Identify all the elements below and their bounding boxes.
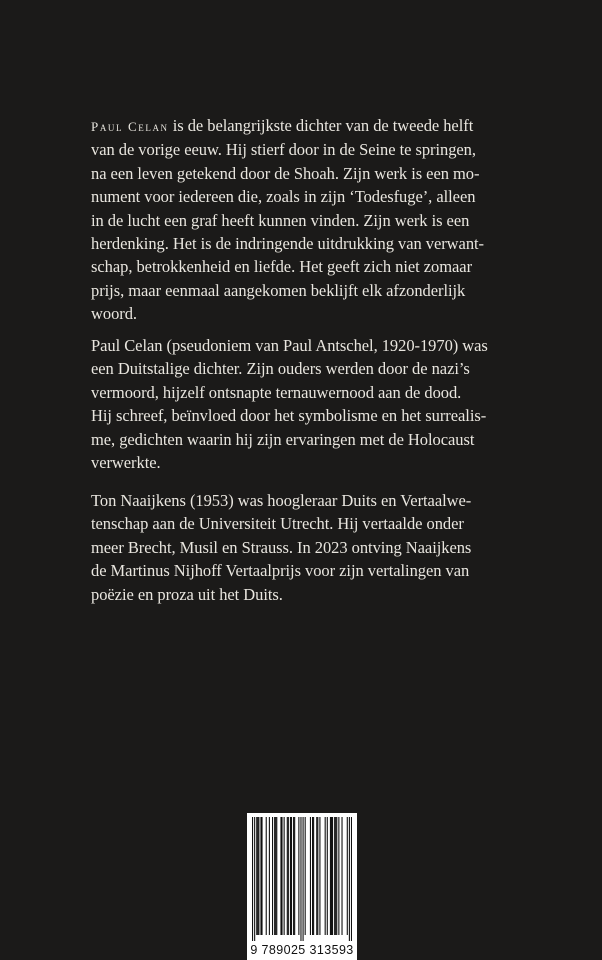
barcode-bar (256, 817, 257, 935)
bio-line: me, gedichten waarin hij zijn ervaringen met de Holocaust (91, 429, 475, 449)
author-name-smallcaps: Paul Celan (91, 119, 169, 134)
isbn-barcode (247, 813, 357, 960)
barcode-bar (288, 817, 289, 935)
blurb-line: woord. (91, 304, 137, 324)
bio-line: verwerkte. (91, 453, 161, 473)
barcode-bars (252, 817, 352, 941)
barcode-guard-bar (349, 817, 350, 941)
blurb-line: schap, betrokkenheid en liefde. Het geeft zich niet zomaar (91, 257, 473, 277)
barcode-bar (258, 817, 259, 935)
barcode-bar (260, 817, 261, 935)
translator-line: Ton Naaijkens (1953) was hoogleraar Duits en Vertaalwe- (91, 491, 472, 510)
isbn-number: 9 789025 313593 (250, 943, 354, 957)
barcode-bar (261, 817, 262, 935)
barcode-bar (269, 817, 270, 935)
barcode-bar (291, 817, 292, 935)
barcode-bar (274, 817, 275, 935)
barcode-guard-bar (254, 817, 255, 941)
translator-line: meer Brecht, Musil en Strauss. In 2023 ontving Naaijkens (91, 537, 472, 557)
barcode-bar (284, 817, 285, 935)
barcode-bar (331, 817, 332, 935)
blurb-line: in de lucht een graf heeft kunnen vinden. Zijn werk is een (91, 210, 470, 230)
barcode-bar (275, 817, 276, 935)
barcode-bar (335, 817, 336, 935)
translator-line: tenschap aan de Universiteit Utrecht. Hij vertaalde onder (91, 514, 464, 534)
blurb-line: prijs, maar eenmaal aangekomen beklijft elk afzonderlijk (91, 280, 466, 300)
bio-line: een Duitstalige dichter. Zijn ouders werden door de nazi’s (91, 359, 470, 379)
barcode-bar (332, 817, 333, 935)
barcode-bar (294, 817, 295, 935)
barcode-bar (316, 817, 317, 935)
blurb-line: Paul Celan is de belangrijkste dichter van de tweede helft (91, 116, 474, 135)
barcode-guard-bar (351, 817, 352, 941)
barcode-bar (317, 817, 318, 935)
bio-line: Hij schreef, beïnvloed door het symbolisme en het surrealis- (91, 406, 487, 426)
barcode-bar (334, 817, 335, 935)
bio-line: Paul Celan (pseudoniem van Paul Antschel, 1920-1970) was (91, 336, 488, 355)
barcode-bar (281, 817, 282, 935)
blurb-line: na een leven getekend door de Shoah. Zijn werk is een mo- (91, 163, 480, 183)
barcode-bar (341, 817, 342, 935)
barcode-bar (347, 817, 348, 935)
blurb-paragraph-1 (91, 114, 521, 326)
barcode-bar (312, 817, 313, 935)
barcode-bar (257, 817, 258, 935)
barcode-bar (298, 817, 299, 935)
blurb-line: van de vorige eeuw. Hij stierf door in de Seine te springen, (91, 140, 476, 160)
bio-line: vermoord, hijzelf ontsnapte ternauwernood aan de dood. (91, 382, 462, 402)
barcode-bar (305, 817, 306, 935)
barcode-bar (266, 817, 267, 935)
barcode-bar (330, 817, 331, 935)
blurb-line: nument voor iedereen die, zoals in zijn ‘Todesfuge’, alleen (91, 187, 476, 207)
barcode-bar (338, 817, 339, 935)
barcode-bar (293, 817, 294, 935)
blurb-line: herdenking. Het is de indringende uitdrukking van verwant- (91, 234, 484, 254)
barcode-bar (290, 817, 291, 935)
barcode-guard-bar (300, 817, 301, 941)
author-bio-paragraph (91, 334, 521, 474)
barcode-bar (327, 817, 328, 935)
barcode-bar (313, 817, 314, 935)
barcode-bar (276, 817, 277, 935)
barcode-bar (336, 817, 337, 935)
barcode-bar (319, 817, 320, 935)
barcode-guard-bar (303, 817, 304, 941)
barcode-bar (272, 817, 273, 935)
translator-line: de Martinus Nijhoff Vertaalprijs voor zijn vertalingen van (91, 561, 470, 581)
barcode-bar (325, 817, 326, 935)
barcode-bar (280, 817, 281, 935)
translator-line: poëzie en proza uit het Duits. (91, 584, 283, 604)
barcode-guard-bar (252, 817, 253, 941)
translator-bio-paragraph (91, 489, 521, 606)
barcode-bar (287, 817, 288, 935)
barcode-bar (310, 817, 311, 935)
